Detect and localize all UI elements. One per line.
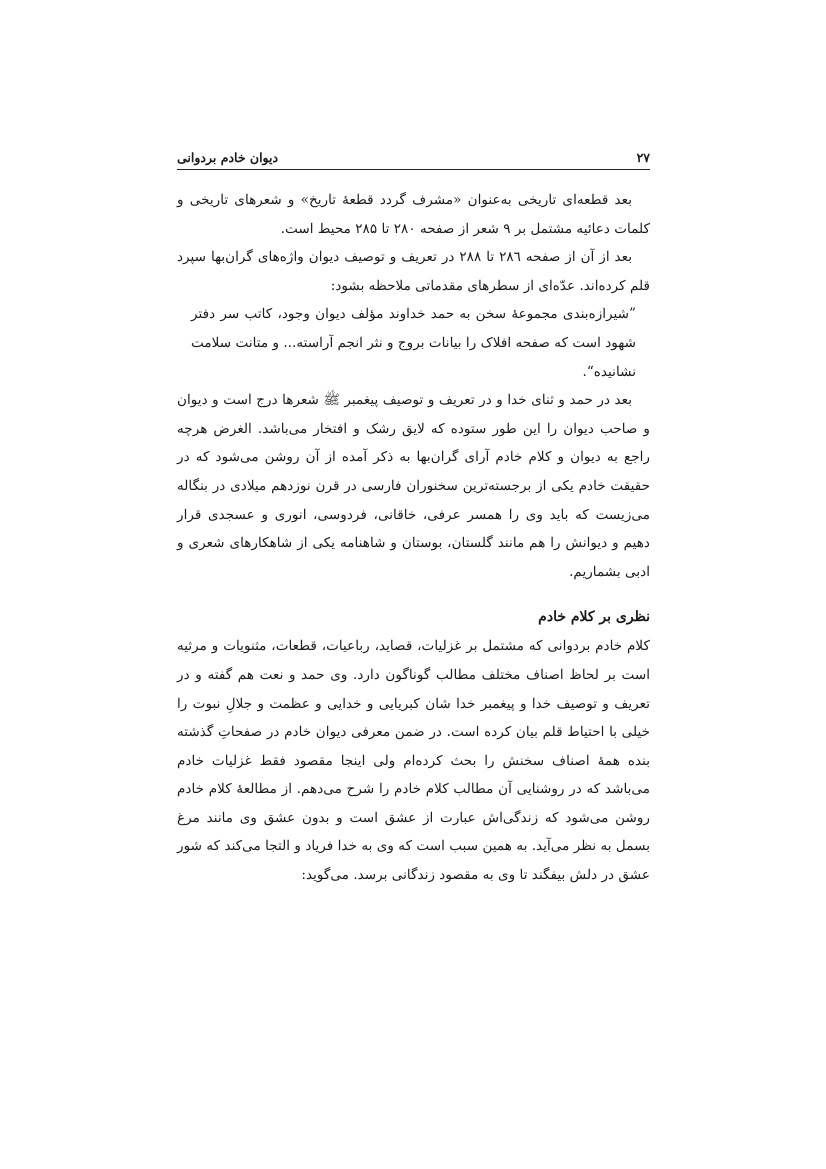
paragraph-historical-pieces: بعد قطعه‌ای تاریخی به‌عنوان «مشرف گردد قطعهٔ تاریخ» و شعرهای تاریخی و کلمات دعائیه مشتمل بر ۹ شعر از صفحه ۲۸۰ تا ۲۸۵ محیط است. (177, 192, 650, 237)
paragraph-description: بعد از آن از صفحه ۲۸٦ تا ۲۸۸ در تعریف و توصیف دیوان واژه‌های گران‌بها سپرد قلم کرده‌اند. عدّه‌ای از سطرهای مقدماتی ملاحظه بشود: (177, 249, 650, 294)
page-number: ۲۷ (636, 150, 650, 165)
page-body (177, 186, 650, 890)
section-heading: نظری بر کلام خادم (538, 609, 650, 626)
book-page (177, 143, 650, 890)
paragraph-praise: بعد در حمد و ثنای خدا و در تعریف و توصیف پیغمبر ﷺ شعرها درج است و دیوان و صاحب دیوان را این طور ستوده که لایق رشک و افتخار می‌باشد. الغرض هرچه راجع به دیوان و کلام خادم آرای گران‌بها به ذکر آمده از آن روشن می‌شود که در حقیقت خادم یکی از برجسته‌ترین سخنوران فارسی در قرن نوزدهم میلادی در بنگاله می‌زیست که باید وی را همسر عرفی، خاقانی، فردوسی، انوری و عسجدی قرار دهیم و دیوانش را هم مانند گلستان، بوستان و شاهنامه یکی از شاهکارهای شعری و ادبی بشماریم. (177, 392, 650, 580)
running-header (177, 143, 650, 170)
section-body: کلام خادم بردوانی که مشتمل بر غزلیات، قصاید، رباعیات، قطعات، مثنویات و مرثیه است بر لحاظ اصناف مختلف مطالب گوناگون دارد. وی حمد و نعت هم گفته و در تعریف و توصیف خدا و پیغمبر خدا شان کبریایی و خدایی و عظمت و جلالِ نبوت را خیلی با احتیاط قلم بیان کرده است. در ضمن معرفی دیوان خادم در صفحاتِ گذشته بنده همهٔ اصناف سخنش را بحث کرده‌ام ولی اینجا مقصود فقط غزلیات خادم می‌باشد که در روشنایی آن مطالب کلام خادم را شرح می‌دهم. از مطالعهٔ کلام خادم روشن می‌شود که زندگی‌اش عبارت از عشق است و بدون عشق وی مانند مرغ بسمل به نظر می‌آید. به همین سبب است که وی به خدا فریاد و التجا می‌کند که شور عشق در دلش بیفگند تا وی به مقصود زندگانی برسد. می‌گوید: (177, 638, 650, 884)
running-title: دیوان خادم بردوانی (177, 150, 279, 165)
block-quote: ”شیرازه‌بندی مجموعهٔ سخن به حمد خداوند مؤلف دیوان وجود، کاتب سر دفتر شهود است که صفحه افلاک را بیانات بروج و نثر انجم آراسته... و متانت سلامت نشانیده“. (191, 306, 636, 380)
